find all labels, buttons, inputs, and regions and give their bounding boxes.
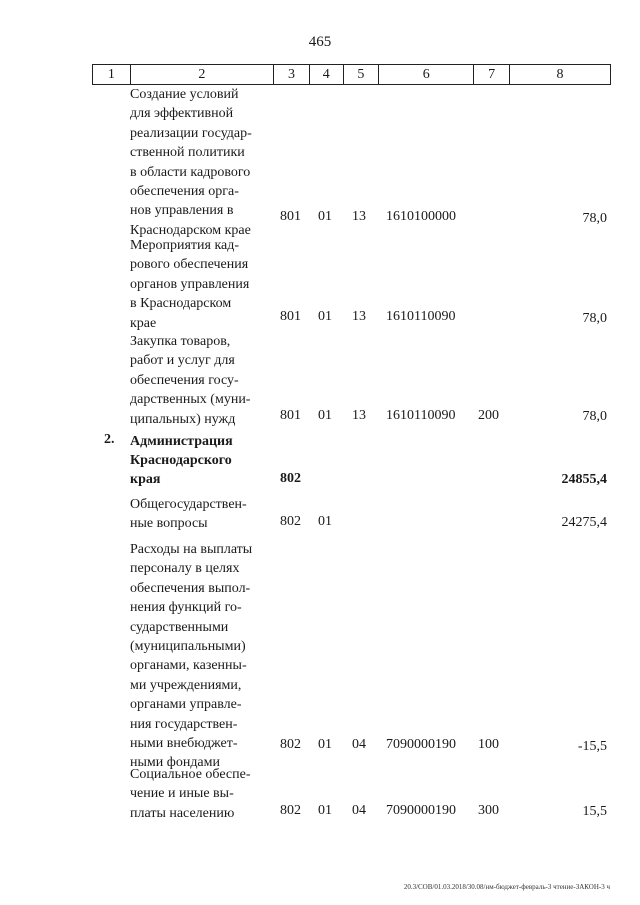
cell-ved: 802	[280, 514, 301, 529]
page-number: 465	[308, 34, 332, 50]
cell-ved: 802	[280, 803, 301, 818]
cell-ved: 801	[280, 408, 301, 423]
cell-pr: 13	[352, 408, 366, 423]
cell-csr: 7090000190	[386, 737, 456, 752]
header-col-1: 1	[93, 65, 131, 85]
header-col-3: 3	[274, 65, 310, 85]
cell-vr: 100	[478, 737, 499, 752]
cell-rz: 01	[318, 209, 332, 224]
row-description: Закупка товаров, работ и услуг для обеспечения госу- дарственных (муни- ципальных) нужд	[130, 334, 251, 427]
header-col-8: 8	[509, 65, 610, 85]
cell-rz: 01	[318, 309, 332, 324]
cell-ved: 802	[280, 737, 301, 752]
cell-pr: 04	[352, 803, 366, 818]
cell-csr: 1610100000	[386, 209, 456, 224]
header-col-6: 6	[379, 65, 474, 85]
header-col-5: 5	[343, 65, 379, 85]
document-footer: 20.3/СОВ/01.03.2018/30.08/нм-бюджет-февраль-3 чтение-ЗАКОН-3 ч	[403, 883, 610, 891]
cell-vr: 200	[478, 408, 499, 423]
row-description: Расходы на выплаты персоналу в целях обеспечения выпол- нения функций го- сударственными (муниципальными) органами, казенны- ми учреждениями, органами управле- ния государствен- ными внебюджет- ными фондами	[130, 542, 253, 771]
header-col-7: 7	[474, 65, 510, 85]
cell-amount: 78,0	[582, 211, 607, 226]
cell-csr: 7090000190	[386, 803, 456, 818]
header-row	[93, 65, 611, 85]
cell-pr: 04	[352, 737, 366, 752]
row-description: Общегосударствен- ные вопросы	[130, 497, 247, 532]
row-description: Социальное обеспе- чение и иные вы- платы населению	[130, 767, 251, 821]
cell-pr: 13	[352, 309, 366, 324]
cell-ved: 802	[280, 471, 301, 486]
row-description: Администрация Краснодарского края	[130, 434, 233, 487]
cell-csr: 1610110090	[386, 408, 456, 423]
row-description: Мероприятия кад- рового обеспечения органов управления в Краснодарском крае	[130, 238, 250, 331]
cell-rz: 01	[318, 803, 332, 818]
cell-amount: 78,0	[582, 311, 607, 326]
cell-amount: -15,5	[577, 739, 607, 754]
cell-amount: 15,5	[582, 804, 607, 819]
section-number: 2.	[104, 432, 115, 447]
cell-ved: 801	[280, 309, 301, 324]
cell-rz: 01	[318, 408, 332, 423]
cell-amount: 24275,4	[561, 515, 607, 530]
cell-vr: 300	[478, 803, 499, 818]
row-description: Создание условий для эффективной реализации государ- ственной политики в области кадрового обеспечения орга- нов управления в Краснодарском крае	[130, 87, 252, 238]
cell-amount: 78,0	[582, 409, 607, 424]
header-col-2: 2	[130, 65, 274, 85]
column-header-table	[92, 64, 611, 85]
cell-amount: 24855,4	[561, 472, 607, 487]
cell-rz: 01	[318, 737, 332, 752]
cell-csr: 1610110090	[386, 309, 456, 324]
cell-ved: 801	[280, 209, 301, 224]
cell-pr: 13	[352, 209, 366, 224]
cell-rz: 01	[318, 514, 332, 529]
header-col-4: 4	[309, 65, 343, 85]
